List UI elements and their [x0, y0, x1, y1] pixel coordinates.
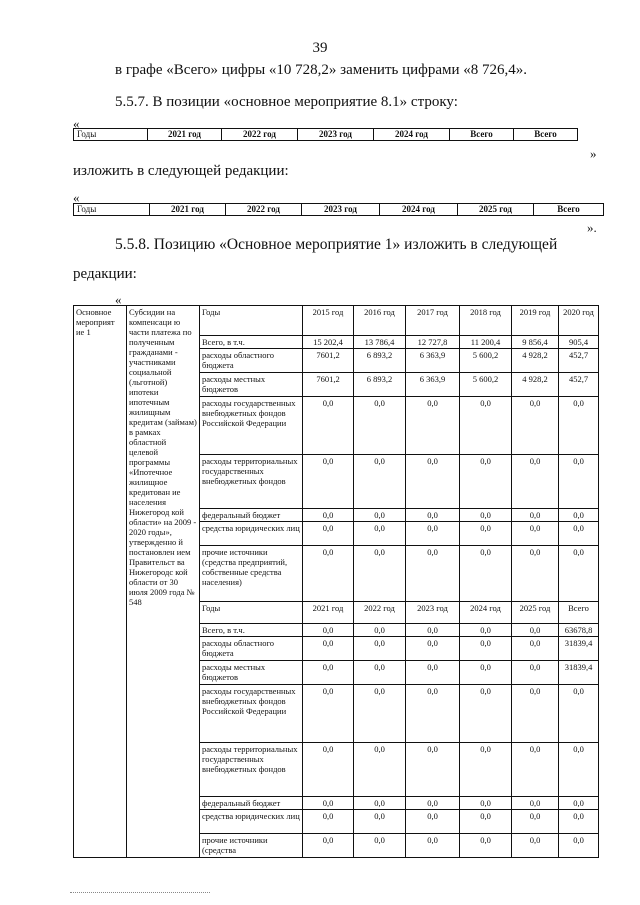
row-value: 0,0	[354, 455, 406, 509]
row-value: 0,0	[512, 455, 559, 509]
row-value: 2025 год	[512, 602, 559, 624]
row-value: 0,0	[406, 743, 460, 797]
open-quote-1: «	[73, 116, 80, 131]
row-value: 0,0	[354, 685, 406, 743]
row-value: 6 893,2	[354, 373, 406, 397]
row-label: расходы местных бюджетов	[200, 661, 303, 685]
row-value: 0,0	[559, 810, 599, 834]
row-value: 0,0	[354, 743, 406, 797]
row-value: 0,0	[406, 546, 460, 602]
footer-line	[70, 892, 210, 893]
row-value: 5 600,2	[460, 349, 512, 373]
row-value: 0,0	[460, 810, 512, 834]
row-value: 0,0	[460, 624, 512, 637]
amendment-text-line4: 5.5.8. Позицию «Основное мероприятие 1» изложить в следующей	[115, 236, 558, 253]
row-value: 0,0	[354, 797, 406, 810]
row-value: 0,0	[406, 522, 460, 546]
row-value: 7601,2	[303, 349, 354, 373]
row-value: 452,7	[559, 349, 599, 373]
event-name: Основное мероприят ие 1	[74, 306, 127, 858]
row-value: 0,0	[406, 397, 460, 455]
cell-total: Всего	[514, 129, 578, 141]
row-value: 63678,8	[559, 624, 599, 637]
open-quote-3: «	[115, 292, 122, 307]
row-label: Годы	[200, 602, 303, 624]
row-value: 5 600,2	[460, 373, 512, 397]
row-value: 0,0	[460, 509, 512, 522]
row-value: 0,0	[512, 509, 559, 522]
row-label: Годы	[200, 306, 303, 336]
row-value: 0,0	[354, 509, 406, 522]
cell-year: 2021 год	[148, 129, 222, 141]
event-description: Субсидии на компенсаци ю части платежа по полученным гражданами - участниками социальной (льготной) ипотеки ипотечным жилищным кредитам (займам) в рамках областной целевой программы «Ипотечное жилищное кредитован ие населения Нижегород кой области» на 2009 - 2020 годы», утвержденно й постановлен ием Правительст ва Нижегородс кой области от 30 июля 2009 года № 548	[127, 306, 200, 858]
row-value: Всего	[559, 602, 599, 624]
row-value: 0,0	[559, 685, 599, 743]
row-value: 2021 год	[303, 602, 354, 624]
row-value: 0,0	[512, 810, 559, 834]
row-value: 0,0	[512, 661, 559, 685]
row-value: 6 363,9	[406, 349, 460, 373]
row-value: 0,0	[354, 624, 406, 637]
row-value: 0,0	[303, 743, 354, 797]
row-value: 0,0	[303, 661, 354, 685]
row-value: 2022 год	[354, 602, 406, 624]
cell-label: Годы	[74, 204, 150, 216]
row-value: 0,0	[559, 834, 599, 858]
cell-year: 2024 год	[374, 129, 450, 141]
row-value: 2018 год	[460, 306, 512, 336]
row-value: 452,7	[559, 373, 599, 397]
row-value: 0,0	[559, 743, 599, 797]
row-label: прочие источники (средства	[200, 834, 303, 858]
row-value: 0,0	[406, 810, 460, 834]
row-label: расходы областного бюджета	[200, 349, 303, 373]
open-quote-2: «	[73, 190, 80, 205]
row-value: 2020 год	[559, 306, 599, 336]
row-value: 0,0	[406, 797, 460, 810]
row-value: 2016 год	[354, 306, 406, 336]
row-value: 11 200,4	[460, 336, 512, 349]
row-value: 4 928,2	[512, 373, 559, 397]
row-value: 0,0	[559, 797, 599, 810]
row-value: 0,0	[354, 546, 406, 602]
row-value: 0,0	[303, 546, 354, 602]
row-value: 0,0	[406, 455, 460, 509]
funding-table	[73, 305, 599, 858]
row-value: 0,0	[303, 834, 354, 858]
row-value: 0,0	[303, 455, 354, 509]
row-value: 0,0	[460, 743, 512, 797]
row-value: 0,0	[354, 661, 406, 685]
row-value: 0,0	[460, 522, 512, 546]
row-value: 6 893,2	[354, 349, 406, 373]
amendment-text-line2: 5.5.7. В позиции «основное мероприятие 8.1» строку:	[115, 94, 458, 110]
row-value: 0,0	[512, 546, 559, 602]
row-label: средства юридических лиц	[200, 522, 303, 546]
row-label: федеральный бюджет	[200, 509, 303, 522]
row-label: расходы областного бюджета	[200, 637, 303, 661]
row-value: 0,0	[512, 834, 559, 858]
row-value: 0,0	[354, 397, 406, 455]
row-value: 13 786,4	[354, 336, 406, 349]
row-value: 2015 год	[303, 306, 354, 336]
row-value: 0,0	[460, 834, 512, 858]
row-value: 0,0	[460, 661, 512, 685]
row-label: прочие источники (средства предприятий, собственные средства населения)	[200, 546, 303, 602]
row-label: расходы территориальных государственных внебюджетных фондов	[200, 455, 303, 509]
row-label: Всего, в т.ч.	[200, 624, 303, 637]
row-label: расходы территориальных государственных внебюджетных фондов	[200, 743, 303, 797]
amendment-text-line1: в графе «Всего» цифры «10 728,2» заменить цифрами «8 726,4».	[115, 62, 528, 78]
row-label: средства юридических лиц	[200, 810, 303, 834]
cell-year: 2022 год	[222, 129, 298, 141]
row-value: 4 928,2	[512, 349, 559, 373]
amendment-text-line5: редакции:	[73, 266, 137, 282]
row-value: 0,0	[303, 509, 354, 522]
row-value: 0,0	[354, 637, 406, 661]
row-value: 9 856,4	[512, 336, 559, 349]
row-value: 0,0	[354, 522, 406, 546]
row-value: 0,0	[406, 637, 460, 661]
cell-total: Всего	[450, 129, 514, 141]
row-value: 0,0	[303, 624, 354, 637]
row-value: 0,0	[512, 743, 559, 797]
cell-label: Годы	[74, 129, 148, 141]
row-value: 0,0	[303, 685, 354, 743]
row-value: 0,0	[303, 810, 354, 834]
row-value: 0,0	[303, 637, 354, 661]
row-value: 0,0	[406, 661, 460, 685]
cell-year: 2022 год	[226, 204, 302, 216]
row-label: Всего, в т.ч.	[200, 336, 303, 349]
row-value: 2017 год	[406, 306, 460, 336]
years-table-new	[73, 203, 604, 216]
cell-total: Всего	[534, 204, 604, 216]
row-value: 0,0	[512, 797, 559, 810]
row-value: 0,0	[559, 546, 599, 602]
row-value: 0,0	[512, 637, 559, 661]
row-value: 0,0	[460, 397, 512, 455]
row-value: 2023 год	[406, 602, 460, 624]
row-value: 0,0	[512, 685, 559, 743]
cell-year: 2024 год	[380, 204, 458, 216]
row-value: 905,4	[559, 336, 599, 349]
row-value: 12 727,8	[406, 336, 460, 349]
table-header-row	[74, 306, 599, 336]
row-value: 0,0	[303, 397, 354, 455]
cell-year: 2023 год	[302, 204, 380, 216]
row-value: 0,0	[460, 455, 512, 509]
row-value: 0,0	[559, 455, 599, 509]
row-value: 31839,4	[559, 637, 599, 661]
row-value: 0,0	[559, 397, 599, 455]
row-label: расходы государственных внебюджетных фондов Российской Федерации	[200, 685, 303, 743]
row-value: 0,0	[512, 397, 559, 455]
row-value: 31839,4	[559, 661, 599, 685]
row-value: 0,0	[406, 624, 460, 637]
row-value: 0,0	[406, 685, 460, 743]
row-value: 2024 год	[460, 602, 512, 624]
row-value: 0,0	[512, 624, 559, 637]
close-quote-2: ».	[587, 220, 597, 235]
years-table-old	[73, 128, 578, 141]
row-value: 0,0	[303, 797, 354, 810]
row-value: 15 202,4	[303, 336, 354, 349]
cell-year: 2021 год	[150, 204, 226, 216]
row-value: 0,0	[303, 522, 354, 546]
row-value: 0,0	[559, 522, 599, 546]
row-value: 0,0	[460, 797, 512, 810]
row-label: федеральный бюджет	[200, 797, 303, 810]
cell-year: 2025 год	[458, 204, 534, 216]
row-label: расходы местных бюджетов	[200, 373, 303, 397]
page-number: 39	[312, 40, 328, 56]
row-value: 0,0	[559, 509, 599, 522]
row-value: 0,0	[406, 834, 460, 858]
row-value: 0,0	[406, 509, 460, 522]
row-value: 0,0	[460, 637, 512, 661]
row-value: 6 363,9	[406, 373, 460, 397]
row-value: 0,0	[460, 685, 512, 743]
row-value: 0,0	[354, 834, 406, 858]
row-value: 7601,2	[303, 373, 354, 397]
row-label: расходы государственных внебюджетных фондов Российской Федерации	[200, 397, 303, 455]
amendment-text-line3: изложить в следующей редакции:	[73, 163, 289, 179]
row-value: 0,0	[460, 546, 512, 602]
close-quote-1: »	[590, 146, 597, 161]
cell-year: 2023 год	[298, 129, 374, 141]
row-value: 0,0	[354, 810, 406, 834]
row-value: 0,0	[512, 522, 559, 546]
row-value: 2019 год	[512, 306, 559, 336]
